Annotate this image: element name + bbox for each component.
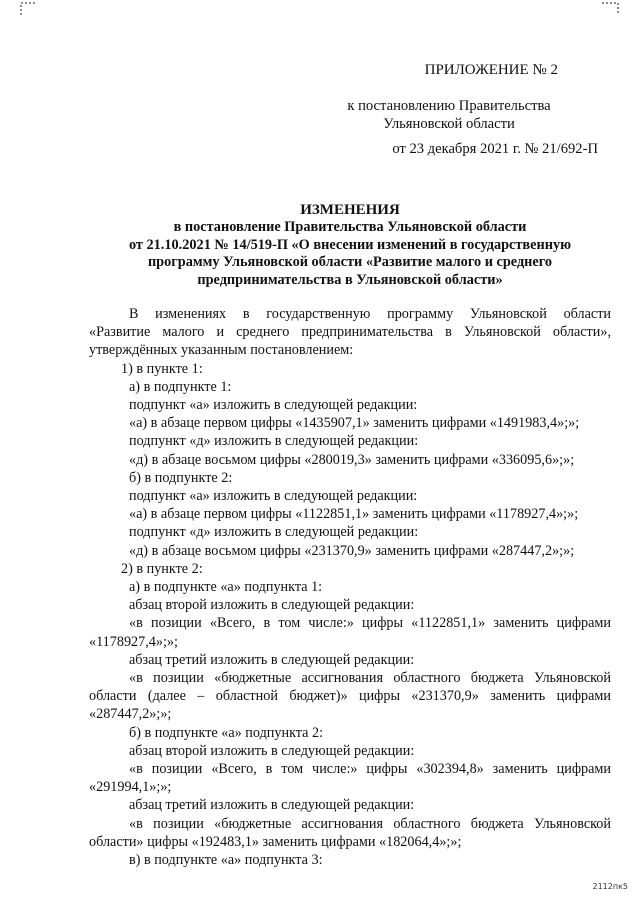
- item-2a: а) в подпункте «а» подпункта 1:: [129, 579, 323, 596]
- title-line: от 21.10.2021 № 14/519-П «О внесении изменений в государственную: [128, 236, 572, 253]
- item-1a: а) в подпункте 1:: [129, 378, 232, 395]
- resolution-reference-line2: Ульяновской области: [383, 116, 515, 132]
- corner-mark-right-icon: [601, 2, 619, 16]
- resolution-reference-line1: к постановлению Правительства: [347, 98, 551, 114]
- amendment-text: «в позиции «бюджетные ассигнования областного бюджета Ульяновской: [129, 815, 611, 832]
- document-title: [90, 201, 610, 289]
- amendment-instruction: абзац третий изложить в следующей редакции:: [129, 651, 415, 668]
- title-line: в постановление Правительства Ульяновской области: [173, 219, 527, 235]
- amendment-text: «в позиции «Всего, в том числе:» цифры «302394,8» заменить цифрами: [129, 761, 611, 778]
- amendment-text: «д) в абзаце восьмом цифры «280019,3» заменить цифрами «336095,6»;»;: [129, 451, 575, 468]
- document-date: от 23 декабря 2021 г. № 21/692-П: [392, 141, 598, 157]
- amendment-instruction: подпункт «д» изложить в следующей редакции:: [129, 524, 419, 541]
- intro-line: «Развитие малого и среднего предпринимательства в Ульяновской области»,: [89, 324, 611, 341]
- amendment-instruction: подпункт «а» изложить в следующей редакции:: [129, 397, 418, 414]
- amendment-text-continued: «287447,2»;»;: [89, 706, 172, 723]
- appendix-label: ПРИЛОЖЕНИЕ № 2: [424, 62, 558, 78]
- item-1: 1) в пункте 1:: [121, 360, 203, 377]
- item-2b: б) в подпункте «а» подпункта 2:: [129, 724, 324, 741]
- amendment-text-continued: области (далее – областной бюджет)» цифры «231370,9» заменить цифрами: [89, 688, 611, 705]
- amendment-instruction: подпункт «д» изложить в следующей редакции:: [129, 433, 419, 450]
- corner-mark-left-icon: [20, 2, 38, 16]
- document-body: [89, 305, 611, 869]
- intro-line: В изменениях в государственную программу Ульяновской области: [129, 306, 611, 322]
- amendment-text: «в позиции «Всего, в том числе:» цифры «1122851,1» заменить цифрами: [129, 615, 611, 632]
- resolution-reference: [300, 97, 598, 133]
- intro-line: утверждённых указанным постановлением:: [89, 342, 354, 359]
- amendment-text: «д) в абзаце восьмом цифры «231370,9» заменить цифрами «287447,2»;»;: [129, 542, 575, 559]
- title-line: программу Ульяновской области «Развитие малого и среднего: [147, 254, 553, 270]
- amendment-text-continued: «291994,1»;»;: [89, 779, 172, 796]
- amendment-text-continued: области» цифры «192483,1» заменить цифрами «182064,4»;»;: [89, 833, 462, 850]
- amendment-instruction: абзац второй изложить в следующей редакции:: [129, 742, 415, 759]
- amendment-text: «а) в абзаце первом цифры «1122851,1» заменить цифрами «1178927,4»;»;: [129, 506, 579, 523]
- amendment-text: «в позиции «бюджетные ассигнования областного бюджета Ульяновской: [129, 670, 611, 687]
- title-line: предпринимательства в Ульяновской области»: [197, 271, 503, 288]
- title-heading: ИЗМЕНЕНИЯ: [300, 202, 400, 218]
- item-2v: в) в подпункте «а» подпункта 3:: [129, 852, 323, 869]
- amendment-instruction: абзац второй изложить в следующей редакции:: [129, 597, 415, 614]
- item-1b: б) в подпункте 2:: [129, 469, 233, 486]
- amendment-text-continued: «1178927,4»;»;: [89, 633, 178, 650]
- footer-code: 2112пк5: [592, 882, 628, 891]
- amendment-instruction: абзац третий изложить в следующей редакции:: [129, 797, 415, 814]
- item-2: 2) в пункте 2:: [121, 560, 203, 577]
- amendment-text: «а) в абзаце первом цифры «1435907,1» заменить цифрами «1491983,4»;»;: [129, 415, 580, 432]
- amendment-instruction: подпункт «а» изложить в следующей редакции:: [129, 488, 418, 505]
